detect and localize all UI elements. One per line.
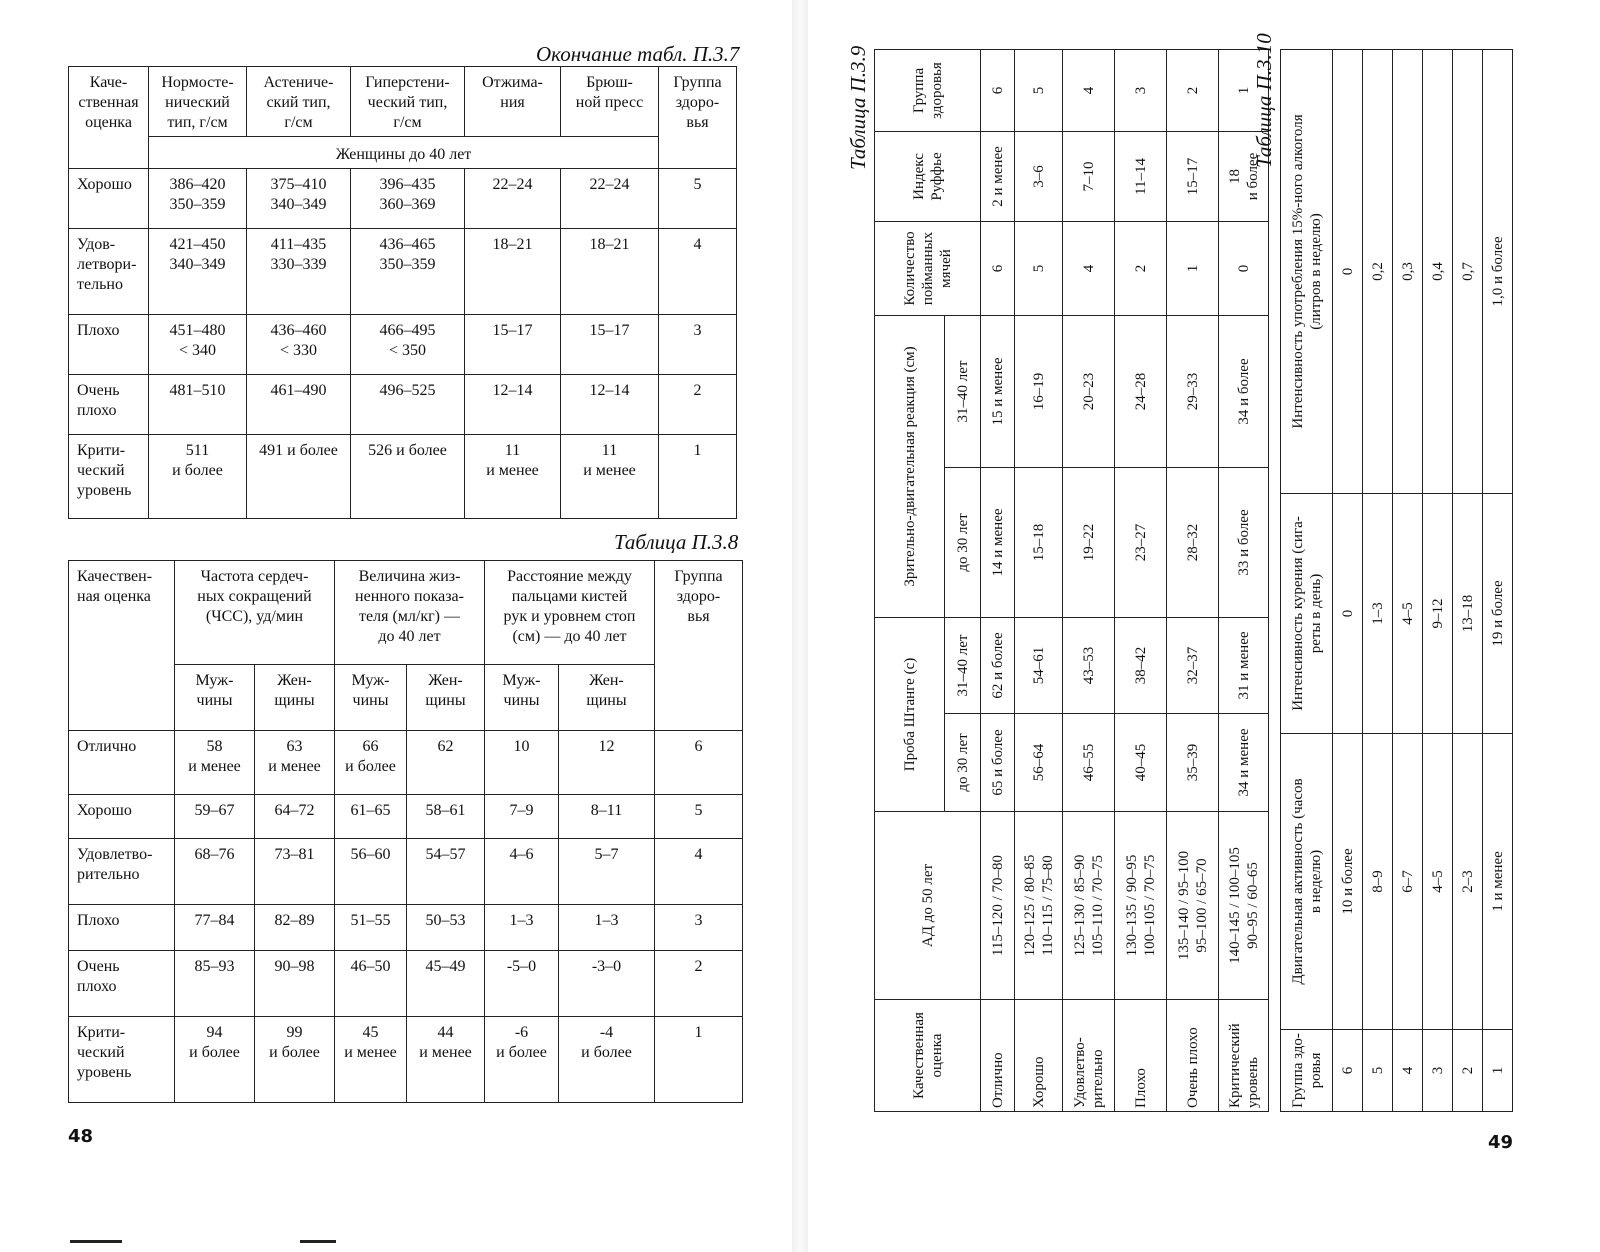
t39-cell: 46–55	[1063, 714, 1115, 812]
t39-cell: 65 и более	[981, 714, 1015, 812]
t37-cell: 451–480 < 340	[149, 315, 247, 375]
table-row	[69, 375, 737, 435]
t37-cell: 421–450 340–349	[149, 229, 247, 315]
t39-cell: Плохо	[1115, 1000, 1167, 1112]
t38-cell: Плохо	[69, 905, 175, 951]
t310-cell: 9–12	[1423, 494, 1453, 734]
t39-cell: 20–23	[1063, 316, 1115, 468]
t39-cell: 5	[1015, 222, 1063, 316]
t39-cell: 115–120 / 70–80	[981, 812, 1015, 1000]
table-row	[1483, 50, 1513, 1112]
t37-header-hyper: Гиперстени- ческий тип, г/см	[351, 67, 465, 137]
t38-cell: 4–6	[485, 839, 559, 905]
t37-cell: Хорошо	[69, 169, 149, 229]
t38-cell: 5–7	[559, 839, 655, 905]
t37-cell: 22–24	[561, 169, 659, 229]
page-number-right: 49	[1488, 1132, 1514, 1153]
t38-cell: 62	[407, 731, 485, 795]
t38-cell: 68–76	[175, 839, 255, 905]
t39-cell: 54–61	[1015, 618, 1063, 714]
t310-header-smoking: Интенсивность курения (сига- реты в день)	[1281, 494, 1333, 734]
table-3-10	[1280, 49, 1513, 1112]
t37-cell: 22–24	[465, 169, 561, 229]
t310-cell: 2–3	[1453, 734, 1483, 1030]
t37-cell: 526 и более	[351, 435, 465, 519]
t39-cell: Удовлетво- рительно	[1063, 1000, 1115, 1112]
t310-cell: 6–7	[1393, 734, 1423, 1030]
t38-cell: 59–67	[175, 795, 255, 839]
t39-cell: 31 и менее	[1219, 618, 1269, 714]
t37-cell: 2	[659, 375, 737, 435]
t38-header-vital-capacity: Величина жиз- ненного показа- теля (мл/кг) — до 40 лет	[335, 561, 485, 665]
table-3-7	[68, 66, 737, 519]
t39-cell: 135–140 / 95–100 95–100 / 65–70	[1167, 812, 1219, 1000]
t38-cell: 56–60	[335, 839, 407, 905]
t38-cell: 44 и менее	[407, 1017, 485, 1103]
t39-cell: 56–64	[1015, 714, 1063, 812]
t39-cell: 18 и более	[1219, 132, 1269, 222]
t39-cell: 32–37	[1167, 618, 1219, 714]
t39-cell: 38–42	[1115, 618, 1167, 714]
t37-cell: 491 и более	[247, 435, 351, 519]
t38-cell: 1–3	[485, 905, 559, 951]
t39-header-reaction: Зрительно-двигательная реакция (см)	[875, 316, 945, 618]
t39-cell: 23–27	[1115, 468, 1167, 618]
t39-cell: 2 и менее	[981, 132, 1015, 222]
table-row	[69, 315, 737, 375]
t39-cell: 2	[1167, 50, 1219, 132]
t39-cell: 125–130 / 85–90 105–110 / 70–75	[1063, 812, 1115, 1000]
t37-cell: 3	[659, 315, 737, 375]
t39-cell: 33 и более	[1219, 468, 1269, 618]
t38-cell: 10	[485, 731, 559, 795]
t37-cell: 12–14	[561, 375, 659, 435]
t310-cell: 5	[1363, 1030, 1393, 1112]
t38-cell: 45 и менее	[335, 1017, 407, 1103]
t38-sub-men: Муж- чины	[175, 665, 255, 731]
t38-cell: 5	[655, 795, 743, 839]
t310-cell: 2	[1453, 1030, 1483, 1112]
t38-cell: 61–65	[335, 795, 407, 839]
t310-header-alcohol: Интенсивность употребления 15%-ного алкоголя (литров в неделю)	[1281, 50, 1333, 494]
t310-cell: 10 и более	[1333, 734, 1363, 1030]
table-3-9-rotated	[874, 50, 1261, 1112]
table-row	[1333, 50, 1363, 1112]
t39-cell: 11–14	[1115, 132, 1167, 222]
t37-header-normo: Нормосте- нический тип, г/см	[149, 67, 247, 137]
t39-cell: 24–28	[1115, 316, 1167, 468]
t38-cell: 77–84	[175, 905, 255, 951]
table-row	[69, 169, 737, 229]
t37-cell: 15–17	[465, 315, 561, 375]
t38-cell: 73–81	[255, 839, 335, 905]
t38-sub-men: Муж- чины	[335, 665, 407, 731]
t38-cell: 54–57	[407, 839, 485, 905]
t39-header-quality: Качественная оценка	[875, 1000, 981, 1112]
t38-header-heart-rate: Частота сердеч- ных сокращений (ЧСС), уд/мин	[175, 561, 335, 665]
t39-sub-under-30: до 30 лет	[945, 468, 981, 618]
t39-cell: 6	[981, 222, 1015, 316]
t37-cell: 18–21	[465, 229, 561, 315]
t310-cell: 0,7	[1453, 50, 1483, 494]
table-row	[69, 839, 743, 905]
t37-cell: 4	[659, 229, 737, 315]
t38-sub-women: Жен- щины	[255, 665, 335, 731]
t38-cell: Крити- ческий уровень	[69, 1017, 175, 1103]
table-row	[69, 435, 737, 519]
t39-sub-31-40: 31–40 лет	[945, 618, 981, 714]
t37-cell: 481–510	[149, 375, 247, 435]
t38-cell: 3	[655, 905, 743, 951]
t37-cell: 461–490	[247, 375, 351, 435]
t39-header-balls: Количество пойманных мячей	[875, 222, 981, 316]
t37-header-abs: Брюш- ной пресс	[561, 67, 659, 137]
t38-cell: 94 и более	[175, 1017, 255, 1103]
t38-cell: 90–98	[255, 951, 335, 1017]
t38-cell: Очень плохо	[69, 951, 175, 1017]
t38-cell: 4	[655, 839, 743, 905]
t39-cell: Очень плохо	[1167, 1000, 1219, 1112]
t310-cell: 0	[1333, 50, 1363, 494]
t39-cell: Хорошо	[1015, 1000, 1063, 1112]
caption-table-3-8: Таблица П.3.8	[614, 530, 739, 554]
t37-cell: 436–465 350–359	[351, 229, 465, 315]
t37-cell: 396–435 360–369	[351, 169, 465, 229]
t37-header-pushups: Отжима- ния	[465, 67, 561, 137]
table-3-10-rotated	[1280, 50, 1512, 1112]
t37-cell: 375–410 340–349	[247, 169, 351, 229]
table-3-8	[68, 560, 743, 1103]
t39-header-shtange: Проба Штанге (с)	[875, 618, 945, 812]
t39-cell: 62 и более	[981, 618, 1015, 714]
t39-cell: 15 и менее	[981, 316, 1015, 468]
t37-cell: Крити- ческий уровень	[69, 435, 149, 519]
table-row	[1015, 50, 1063, 1112]
t310-cell: 0,3	[1393, 50, 1423, 494]
t310-cell: 0	[1333, 494, 1363, 734]
t38-cell: 6	[655, 731, 743, 795]
t39-cell: 15–18	[1015, 468, 1063, 618]
t38-header-quality: Качествен- ная оценка	[69, 561, 175, 731]
table-row	[69, 229, 737, 315]
t39-cell: 120–125 / 80–85 110–115 / 75–80	[1015, 812, 1063, 1000]
table-row	[69, 951, 743, 1017]
t38-cell: -3–0	[559, 951, 655, 1017]
t39-header-group: Группа здоровья	[875, 50, 981, 132]
t38-cell: 51–55	[335, 905, 407, 951]
t37-cell: 18–21	[561, 229, 659, 315]
t310-header-group: Группа здо- ровья	[1281, 1030, 1333, 1112]
t310-cell: 3	[1423, 1030, 1453, 1112]
t37-cell: 11 и менее	[465, 435, 561, 519]
t39-cell: 5	[1015, 50, 1063, 132]
t38-cell: Отлично	[69, 731, 175, 795]
t38-cell: 63 и менее	[255, 731, 335, 795]
table-row	[1115, 50, 1167, 1112]
t38-cell: 82–89	[255, 905, 335, 951]
table-row	[1363, 50, 1393, 1112]
table-row	[1219, 50, 1269, 1112]
t39-cell: 3–6	[1015, 132, 1063, 222]
table-row	[1453, 50, 1483, 1112]
t39-cell: Отлично	[981, 1000, 1015, 1112]
t38-cell: 7–9	[485, 795, 559, 839]
t37-header-group: Группа здоро- вья	[659, 67, 737, 169]
book-gutter	[792, 0, 808, 1252]
table-row	[69, 905, 743, 951]
page-number-left: 48	[68, 1126, 94, 1147]
t37-cell: 411–435 330–339	[247, 229, 351, 315]
t39-cell: 0	[1219, 222, 1269, 316]
t37-cell: 11 и менее	[561, 435, 659, 519]
t38-cell: 58–61	[407, 795, 485, 839]
t38-cell: Удовлетво- рительно	[69, 839, 175, 905]
t39-cell: 14 и менее	[981, 468, 1015, 618]
t38-cell: 2	[655, 951, 743, 1017]
t310-cell: 6	[1333, 1030, 1363, 1112]
scan-mark	[70, 1240, 122, 1243]
t39-header-blood-pressure: АД до 50 лет	[875, 812, 981, 1000]
t39-cell: 4	[1063, 222, 1115, 316]
t37-cell: 5	[659, 169, 737, 229]
t38-header-group: Группа здоро- вья	[655, 561, 743, 731]
t38-cell: 50–53	[407, 905, 485, 951]
table-row	[69, 795, 743, 839]
t39-cell: 43–53	[1063, 618, 1115, 714]
t38-cell: 1	[655, 1017, 743, 1103]
t310-cell: 4–5	[1423, 734, 1453, 1030]
caption-table-3-10: Таблица П.3.10	[1252, 33, 1276, 168]
t310-cell: 1	[1483, 1030, 1513, 1112]
t39-cell: 6	[981, 50, 1015, 132]
t39-cell: 7–10	[1063, 132, 1115, 222]
t38-cell: 8–11	[559, 795, 655, 839]
t39-cell: 16–19	[1015, 316, 1063, 468]
t37-cell: Плохо	[69, 315, 149, 375]
t39-cell: 34 и более	[1219, 316, 1269, 468]
t39-cell: 3	[1115, 50, 1167, 132]
t38-cell: 85–93	[175, 951, 255, 1017]
t39-cell: Критический уровень	[1219, 1000, 1269, 1112]
t38-cell: 1–3	[559, 905, 655, 951]
t38-sub-women: Жен- щины	[407, 665, 485, 731]
t38-cell: 64–72	[255, 795, 335, 839]
t38-cell: -5–0	[485, 951, 559, 1017]
t310-cell: 4	[1393, 1030, 1423, 1112]
table-row	[1423, 50, 1453, 1112]
t39-cell: 4	[1063, 50, 1115, 132]
t37-cell: 15–17	[561, 315, 659, 375]
t39-cell: 34 и менее	[1219, 714, 1269, 812]
table-row	[1167, 50, 1219, 1112]
t310-header-activity: Двигательная активность (часов в неделю)	[1281, 734, 1333, 1030]
t38-cell: 66 и более	[335, 731, 407, 795]
t310-cell: 1–3	[1363, 494, 1393, 734]
t37-cell: 386–420 350–359	[149, 169, 247, 229]
t310-cell: 1,0 и более	[1483, 50, 1513, 494]
t37-subheader-women: Женщины до 40 лет	[149, 137, 659, 169]
t37-cell: 12–14	[465, 375, 561, 435]
t38-cell: 99 и более	[255, 1017, 335, 1103]
t37-cell: Удов- летвори- тельно	[69, 229, 149, 315]
t38-cell: Хорошо	[69, 795, 175, 839]
t310-cell: 4–5	[1393, 494, 1423, 734]
caption-table-3-7: Окончание табл. П.3.7	[536, 42, 740, 66]
table-row	[1393, 50, 1423, 1112]
t39-cell: 1	[1167, 222, 1219, 316]
t37-header-quality: Каче- ственная оценка	[69, 67, 149, 169]
table-row	[69, 1017, 743, 1103]
t37-cell: 466–495 < 350	[351, 315, 465, 375]
t38-cell: -6 и более	[485, 1017, 559, 1103]
t310-cell: 8–9	[1363, 734, 1393, 1030]
t38-cell: 12	[559, 731, 655, 795]
caption-table-3-9: Таблица П.3.9	[846, 45, 870, 170]
t39-header-ruffier: Индекс Руффье	[875, 132, 981, 222]
t39-cell: 130–135 / 90–95 100–105 / 70–75	[1115, 812, 1167, 1000]
t39-cell: 140–145 / 100–105 90–95 / 60–65	[1219, 812, 1269, 1000]
t38-cell: 45–49	[407, 951, 485, 1017]
table-row	[981, 50, 1015, 1112]
table-3-9	[874, 49, 1269, 1112]
t39-cell: 2	[1115, 222, 1167, 316]
t310-cell: 0,2	[1363, 50, 1393, 494]
t37-cell: Очень плохо	[69, 375, 149, 435]
t39-cell: 15–17	[1167, 132, 1219, 222]
t37-header-asthenic: Астениче- ский тип, г/см	[247, 67, 351, 137]
t37-cell: 496–525	[351, 375, 465, 435]
table-row	[1063, 50, 1115, 1112]
t39-cell: 19–22	[1063, 468, 1115, 618]
t37-cell: 511 и более	[149, 435, 247, 519]
t39-cell: 29–33	[1167, 316, 1219, 468]
t38-header-finger-distance: Расстояние между пальцами кистей рук и уровнем стоп (см) — до 40 лет	[485, 561, 655, 665]
t310-cell: 19 и более	[1483, 494, 1513, 734]
table-row	[69, 731, 743, 795]
t39-cell: 40–45	[1115, 714, 1167, 812]
t39-sub-31-40: 31–40 лет	[945, 316, 981, 468]
t38-sub-women: Жен- щины	[559, 665, 655, 731]
t38-cell: 46–50	[335, 951, 407, 1017]
t38-cell: -4 и более	[559, 1017, 655, 1103]
t37-cell: 1	[659, 435, 737, 519]
t39-cell: 28–32	[1167, 468, 1219, 618]
t39-cell: 1	[1219, 50, 1269, 132]
t38-cell: 58 и менее	[175, 731, 255, 795]
t37-cell: 436–460 < 330	[247, 315, 351, 375]
t38-sub-men: Муж- чины	[485, 665, 559, 731]
t310-cell: 1 и менее	[1483, 734, 1513, 1030]
t39-cell: 35–39	[1167, 714, 1219, 812]
t310-cell: 13–18	[1453, 494, 1483, 734]
t310-cell: 0,4	[1423, 50, 1453, 494]
scan-mark	[300, 1240, 336, 1243]
t39-sub-under-30: до 30 лет	[945, 714, 981, 812]
